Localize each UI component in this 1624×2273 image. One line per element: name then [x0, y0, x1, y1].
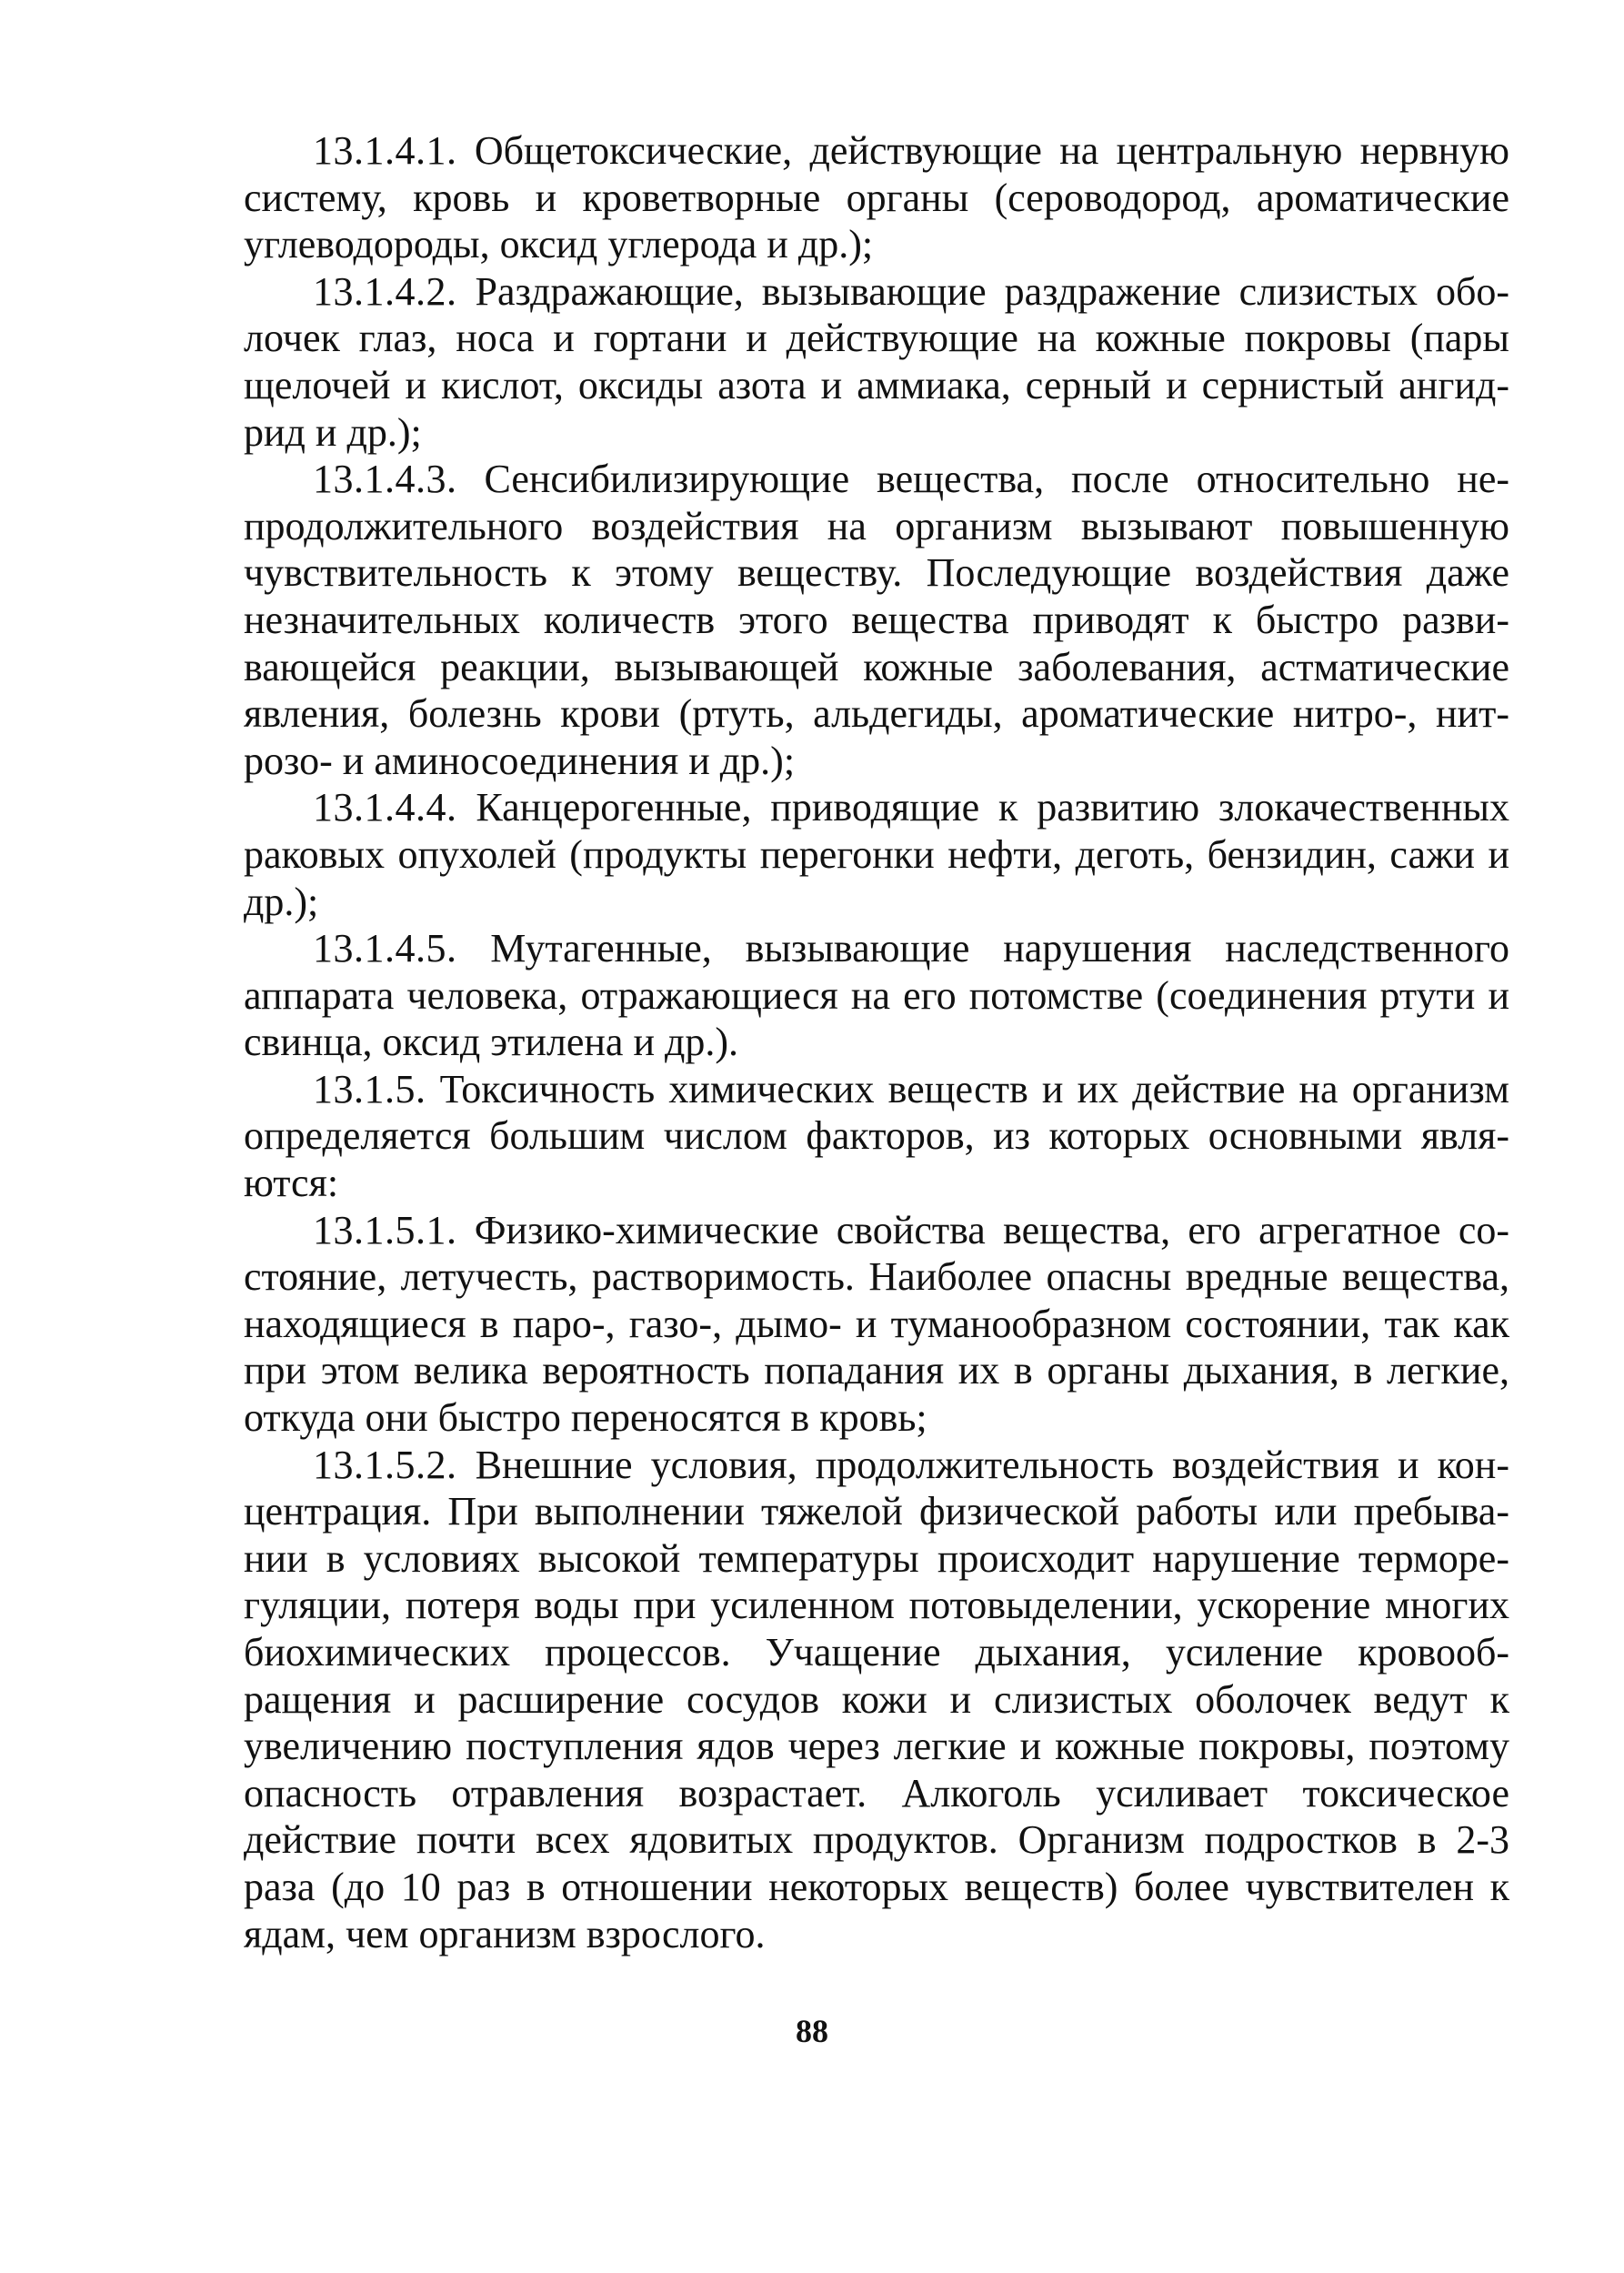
paragraph-13-1-5-2: [244, 1442, 1509, 1958]
paragraph-number: 13.1.4.5.: [313, 926, 457, 971]
paragraph-text: Общетоксические, действующие на центральную нервную систему, кровь и кроветворные органы (сероводород, ароматические углеводороды, оксид углерода и др.);: [244, 128, 1509, 267]
paragraph-number: 13.1.4.3.: [313, 457, 457, 502]
paragraph-text: Канцерогенные, приводящие к развитию злокачественных раковых опухолей (продукты перегонки нефти, деготь, бензидин, сажи и др.);: [244, 785, 1509, 924]
body-text: [244, 127, 1509, 1957]
paragraph-number: 13.1.4.4.: [313, 785, 457, 830]
paragraph-text: Сенсибилизирующие вещества, после относительно непродолжительного воздействия на организм вызывают повышенную чувствительность к этому веществу. Последующие воздействия даже незначительных количеств этого вещества приводят к быстро развивающейся реакции, вызывающей кожные заболевания, астматические явления, болезнь крови (ртуть, альдегиды, ароматические нитро-, нитрозо- и аминосоединения и др.);: [244, 457, 1509, 783]
paragraph-13-1-4-5: [244, 925, 1509, 1066]
paragraph-text: Мутагенные, вызывающие нарушения наследственного аппарата человека, отражающиеся на его потомстве (соединения ртути и свинца, оксид этилена и др.).: [244, 926, 1509, 1065]
paragraph-number: 13.1.5.2.: [313, 1442, 457, 1487]
paragraph-13-1-4-4: [244, 784, 1509, 925]
paragraph-13-1-5-1: [244, 1207, 1509, 1442]
paragraph-text: Раздражающие, вызывающие раздражение слизистых оболочек глаз, носа и гортани и действующие на кожные покровы (пары щелочей и кислот, оксиды азота и аммиака, серный и сернистый ангидрид и др.);: [244, 268, 1509, 455]
page-number: 88: [796, 2013, 828, 2049]
paragraph-text: Токсичность химических веществ и их действие на организм определяется большим числом факторов, из которых основными являются:: [244, 1066, 1510, 1206]
paragraph-13-1-4-2: [244, 268, 1509, 456]
paragraph-13-1-4-1: [244, 127, 1509, 268]
paragraph-number: 13.1.5.: [313, 1066, 426, 1111]
paragraph-13-1-4-3: [244, 456, 1509, 784]
paragraph-number: 13.1.4.2.: [313, 268, 457, 314]
paragraph-number: 13.1.5.1.: [313, 1207, 457, 1252]
paragraph-text: Внешние условия, продолжительность воздействия и концентрация. При выполнении тяжелой физической работы или пребывании в условиях высокой температуры происходит нарушение терморегуляции, потеря воды при усиленном потовыделении, ускорение многих биохимических процессов. Учащение дыхания, усиление кровообращения и расширение сосудов кожи и слизистых оболочек ведут к увеличению поступления ядов через легкие и кожные покровы, поэтому опасность отравления возрастает. Алкоголь усиливает токсическое действие почти всех ядовитых продуктов. Организм подростков в 2-3 раза (до 10 раз в отношении некоторых веществ) более чувствителен к ядам, чем организм взрослого.: [244, 1442, 1509, 1956]
paragraph-number: 13.1.4.1.: [313, 128, 457, 173]
paragraph-13-1-5: [244, 1066, 1509, 1207]
paragraph-text: Физико-химические свойства вещества, его агрегатное состояние, летучесть, растворимость. Наиболее опасны вредные вещества, находящиеся в паро-, газо-, дымо- и туманообразном состоянии, так как при этом велика вероятность попадания их в органы дыхания, в легкие, откуда они быстро переносятся в кровь;: [244, 1207, 1509, 1441]
